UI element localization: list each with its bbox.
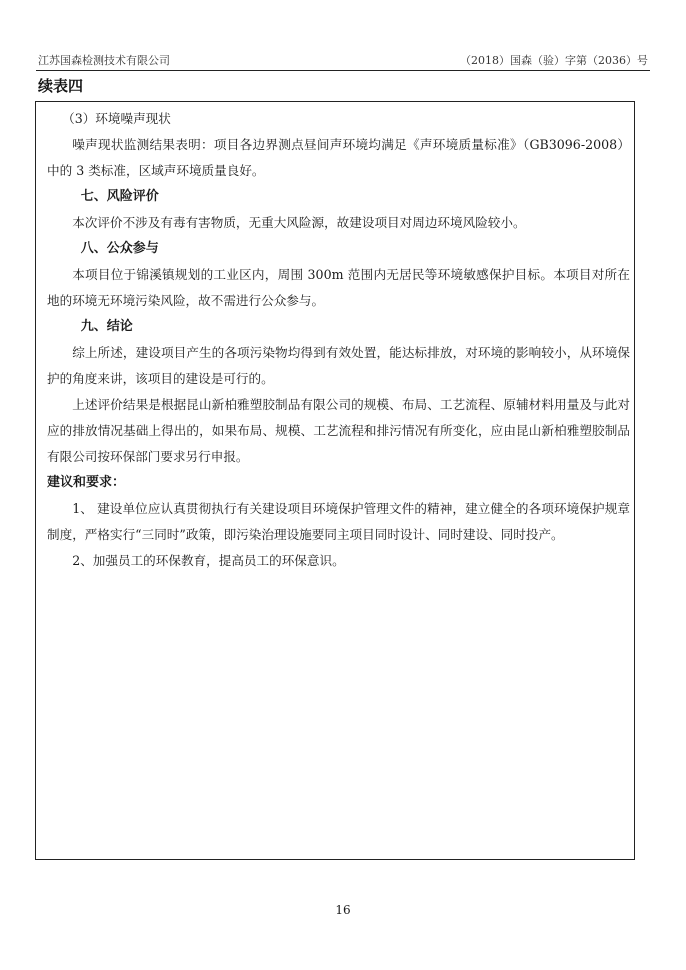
page-header: [38, 52, 648, 68]
conclusion-paragraph-1: 综上所述，建设项目产生的各项污染物均得到有效处置，能达标排放，对环境的影响较小，从环境保护的角度来讲，该项目的建设是可行的。: [47, 345, 630, 386]
suggestion-item-2: 2、加强员工的环保教育，提高员工的环保意识。: [72, 553, 345, 568]
section-title: 续表四: [38, 77, 84, 95]
noise-heading: （3）环境噪声现状: [62, 111, 171, 126]
noise-paragraph: 噪声现状监测结果表明：项目各边界测点昼间声环境均满足《声环境质量标准》（GB3096-2008）中的 3 类标准，区域声环境质量良好。: [47, 137, 630, 178]
content-body: [47, 106, 630, 574]
public-paragraph: 本项目位于锦溪镇规划的工业区内，周围 300m 范围内无居民等环境敏感保护目标。本项目对所在地的环境无环境污染风险，故不需进行公众参与。: [47, 267, 630, 308]
suggestion-item-1: 1、 建设单位应认真贯彻执行有关建设项目环境保护管理文件的精神，建立健全的各项环境保护规章制度，严格实行“三同时”政策，即污染治理设施要同主项目同时设计、同时建设、同时投产。: [47, 501, 630, 542]
conclusion-paragraph-2: 上述评价结果是根据昆山新柏雅塑胶制品有限公司的规模、布局、工艺流程、原辅材料用量及与此对应的排放情况基础上得出的，如果布局、规模、工艺流程和排污情况有所变化，应由昆山新柏雅塑胶制品有限公司按环保部门要求另行申报。: [47, 397, 630, 464]
risk-paragraph: 本次评价不涉及有毒有害物质，无重大风险源，故建设项目对周边环境风险较小。: [72, 215, 526, 230]
header-rule: [36, 70, 650, 71]
risk-heading: 七、风险评价: [80, 189, 159, 204]
conclusion-heading: 九、结论: [80, 319, 133, 334]
company-name: 江苏国森检测技术有限公司: [38, 54, 170, 67]
page-number: 16: [335, 903, 351, 917]
report-number: （2018）国森（验）字第（2036）号: [460, 54, 648, 67]
suggestions-heading: 建议和要求：: [47, 475, 126, 490]
public-heading: 八、公众参与: [80, 241, 159, 256]
